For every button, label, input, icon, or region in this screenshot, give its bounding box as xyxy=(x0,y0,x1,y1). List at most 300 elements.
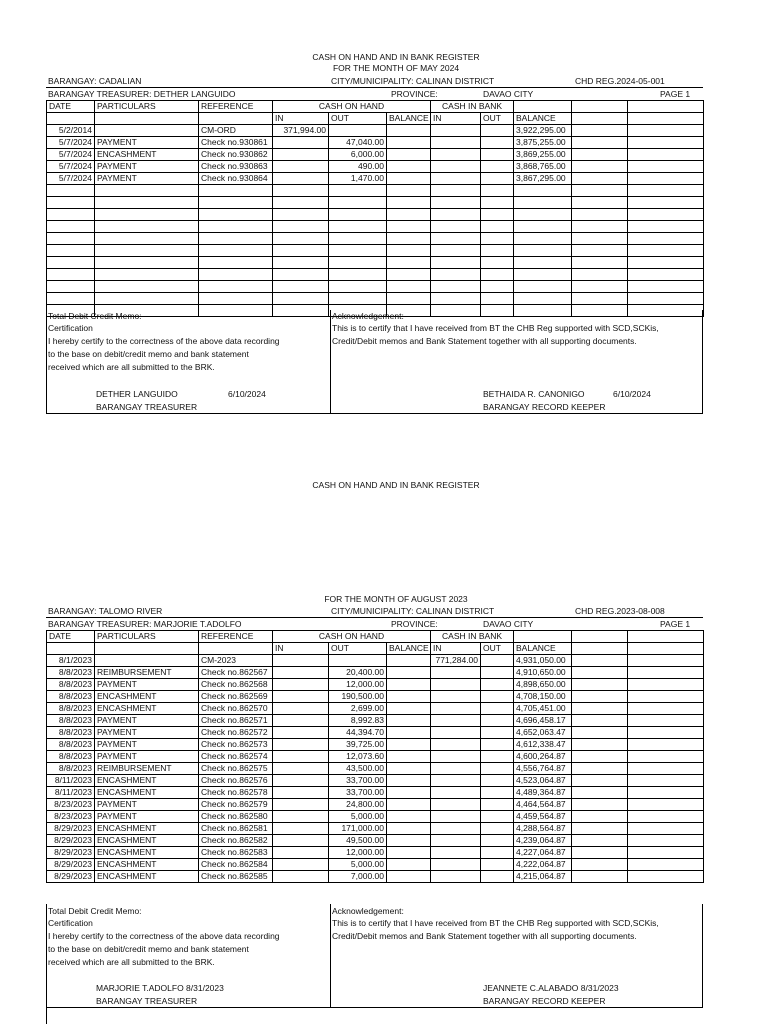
col-in: IN xyxy=(273,643,329,655)
cash-balance-cell xyxy=(387,161,431,173)
empty-cell xyxy=(628,293,704,305)
empty-row xyxy=(47,269,704,281)
date-cell: 5/7/2024 xyxy=(47,161,95,173)
empty-cell xyxy=(199,197,273,209)
reference-cell: Check no.862580 xyxy=(199,811,273,823)
bank-out-cell xyxy=(481,763,514,775)
ack-line-2: Credit/Debit memos and Bank Statement together with all supporting documents. xyxy=(332,336,637,346)
empty-cell xyxy=(481,305,514,317)
empty-cell xyxy=(572,233,628,245)
empty-cell xyxy=(387,281,431,293)
bank-out-cell xyxy=(481,775,514,787)
empty-row xyxy=(47,221,704,233)
cash-out-cell: 12,073.60 xyxy=(329,751,387,763)
empty-cell xyxy=(47,269,95,281)
bank-out-cell xyxy=(481,727,514,739)
bank-balance-cell: 4,227,064.87 xyxy=(514,847,572,859)
cash-out-cell: 171,000.00 xyxy=(329,823,387,835)
empty-cell xyxy=(572,185,628,197)
table-row xyxy=(47,125,704,137)
table-row xyxy=(47,149,704,161)
col-reference: REFERENCE xyxy=(199,631,273,643)
bank-out-cell xyxy=(481,859,514,871)
empty-cell xyxy=(95,293,199,305)
col-bank-out: OUT xyxy=(481,113,514,125)
province-label: PROVINCE: xyxy=(391,619,438,629)
empty-cell xyxy=(481,209,514,221)
cash-in-cell xyxy=(273,715,329,727)
empty-cell xyxy=(572,835,628,847)
cash-balance-cell xyxy=(387,655,431,667)
empty-cell xyxy=(329,269,387,281)
empty-cell xyxy=(572,209,628,221)
particulars-cell: ENCASHMENT xyxy=(95,859,199,871)
bank-out-cell xyxy=(481,655,514,667)
empty-cell xyxy=(572,799,628,811)
bank-out-cell xyxy=(481,799,514,811)
bank-in-cell xyxy=(431,871,481,883)
empty-cell xyxy=(628,691,704,703)
cash-out-cell: 47,040.00 xyxy=(329,137,387,149)
reference-cell: Check no.862581 xyxy=(199,823,273,835)
bank-out-cell xyxy=(481,751,514,763)
subheader-row xyxy=(47,113,704,125)
particulars-cell: ENCASHMENT xyxy=(95,823,199,835)
empty-cell xyxy=(572,257,628,269)
empty-cell xyxy=(431,293,481,305)
empty-cell xyxy=(329,209,387,221)
certification-title: Certification xyxy=(48,323,93,333)
bank-balance-cell: 3,867,295.00 xyxy=(514,173,572,185)
empty-cell xyxy=(572,679,628,691)
reference-cell: Check no.862576 xyxy=(199,775,273,787)
cash-out-cell: 12,000.00 xyxy=(329,679,387,691)
empty-cell xyxy=(329,197,387,209)
empty-cell xyxy=(514,197,572,209)
empty-cell xyxy=(572,655,628,667)
cash-out-cell: 43,500.00 xyxy=(329,763,387,775)
empty-cell xyxy=(273,197,329,209)
col-bank-in: IN xyxy=(431,643,481,655)
empty-cell xyxy=(95,221,199,233)
bank-balance-cell: 3,869,255.00 xyxy=(514,149,572,161)
cash-out-cell: 190,500.00 xyxy=(329,691,387,703)
cash-balance-cell xyxy=(387,727,431,739)
date-cell: 8/8/2023 xyxy=(47,763,95,775)
cash-balance-cell xyxy=(387,715,431,727)
empty-cell xyxy=(628,173,704,185)
empty-cell xyxy=(273,245,329,257)
cash-balance-cell xyxy=(387,811,431,823)
bank-in-cell xyxy=(431,137,481,149)
bank-out-cell xyxy=(481,137,514,149)
cash-balance-cell xyxy=(387,835,431,847)
cert-line-3: received which are all submitted to the BRK. xyxy=(48,957,215,967)
col-particulars: PARTICULARS xyxy=(95,631,199,643)
empty-cell xyxy=(47,209,95,221)
bank-out-cell xyxy=(481,823,514,835)
cash-balance-cell xyxy=(387,751,431,763)
particulars-cell: ENCASHMENT xyxy=(95,835,199,847)
cert-line-2: to the base on debit/credit memo and bank statement xyxy=(48,349,249,359)
cash-in-cell xyxy=(273,847,329,859)
bank-balance-cell: 4,696,458.17 xyxy=(514,715,572,727)
table-row xyxy=(47,835,704,847)
reference-cell: Check no.862578 xyxy=(199,787,273,799)
bank-in-cell xyxy=(431,763,481,775)
reference-cell: Check no.930864 xyxy=(199,173,273,185)
cash-balance-cell xyxy=(387,149,431,161)
empty-cell xyxy=(199,269,273,281)
empty-cell xyxy=(628,197,704,209)
reference-cell: Check no.862575 xyxy=(199,763,273,775)
treasurer-title: BARANGAY TREASURER xyxy=(96,996,198,1006)
empty-cell xyxy=(572,245,628,257)
reference-cell: Check no.930862 xyxy=(199,149,273,161)
reference-cell: Check no.862582 xyxy=(199,835,273,847)
empty-cell xyxy=(431,209,481,221)
empty-cell xyxy=(273,281,329,293)
empty-cell xyxy=(481,185,514,197)
barangay-label: BARANGAY: CADALIAN xyxy=(48,76,142,86)
reference-cell: Check no.862579 xyxy=(199,799,273,811)
empty-cell xyxy=(481,245,514,257)
empty-cell xyxy=(273,233,329,245)
cash-in-cell xyxy=(273,775,329,787)
empty-cell xyxy=(387,209,431,221)
empty-cell xyxy=(431,245,481,257)
cash-balance-cell xyxy=(387,823,431,835)
col-cash-in-bank: CASH IN BANK xyxy=(431,101,514,113)
bank-in-cell xyxy=(431,149,481,161)
empty-cell xyxy=(572,703,628,715)
bank-balance-cell: 4,222,064.87 xyxy=(514,859,572,871)
province-label: PROVINCE: xyxy=(391,89,438,99)
empty-cell xyxy=(95,245,199,257)
empty-cell xyxy=(431,281,481,293)
keeper-title: BARANGAY RECORD KEEPER xyxy=(483,402,606,412)
empty-cell xyxy=(199,245,273,257)
particulars-cell: PAYMENT xyxy=(95,727,199,739)
date-cell: 8/8/2023 xyxy=(47,715,95,727)
table-row xyxy=(47,775,704,787)
empty-cell xyxy=(628,835,704,847)
bank-in-cell xyxy=(431,727,481,739)
empty-cell xyxy=(572,847,628,859)
city-label: CITY/MUNICIPALITY: CALINAN DISTRICT xyxy=(331,606,495,616)
bank-out-cell xyxy=(481,835,514,847)
bank-in-cell xyxy=(431,751,481,763)
cash-out-cell: 6,000.00 xyxy=(329,149,387,161)
table-row xyxy=(47,787,704,799)
bank-out-cell xyxy=(481,679,514,691)
empty-cell xyxy=(572,305,628,317)
date-cell: 8/29/2023 xyxy=(47,847,95,859)
table-row xyxy=(47,811,704,823)
bank-balance-cell: 3,922,295.00 xyxy=(514,125,572,137)
register-2-month: FOR THE MONTH OF AUGUST 2023 xyxy=(324,594,468,604)
bank-balance-cell: 4,612,338.47 xyxy=(514,739,572,751)
table-row xyxy=(47,691,704,703)
empty-cell xyxy=(514,233,572,245)
particulars-cell: ENCASHMENT xyxy=(95,787,199,799)
col-bank-in: IN xyxy=(431,113,481,125)
reference-cell: Check no.930863 xyxy=(199,161,273,173)
reference-cell: CM-2023 xyxy=(199,655,273,667)
keeper-name: BETHAIDA R. CANONIGO xyxy=(483,389,585,399)
reference-cell: Check no.862574 xyxy=(199,751,273,763)
reference-cell: CM-ORD xyxy=(199,125,273,137)
empty-row xyxy=(47,209,704,221)
empty-cell xyxy=(628,823,704,835)
empty-cell xyxy=(273,221,329,233)
table-row xyxy=(47,703,704,715)
table-row xyxy=(47,137,704,149)
cash-balance-cell xyxy=(387,667,431,679)
date-cell: 8/8/2023 xyxy=(47,751,95,763)
empty-cell xyxy=(387,245,431,257)
page-number: PAGE 1 xyxy=(660,619,691,629)
bank-in-cell: 771,284.00 xyxy=(431,655,481,667)
bank-out-cell xyxy=(481,871,514,883)
empty-cell xyxy=(628,715,704,727)
empty-cell xyxy=(481,281,514,293)
treasurer-signature: MARJORIE T.ADOLFO 8/31/2023 xyxy=(96,983,224,993)
empty-cell xyxy=(431,221,481,233)
reference-cell: Check no.862583 xyxy=(199,847,273,859)
empty-cell xyxy=(628,727,704,739)
empty-cell xyxy=(273,293,329,305)
table-row xyxy=(47,679,704,691)
reference-cell: Check no.930861 xyxy=(199,137,273,149)
empty-cell xyxy=(431,305,481,317)
treasurer-line: BARANGAY TREASURER: DETHER LANGUIDO xyxy=(48,89,236,99)
cash-balance-cell xyxy=(387,859,431,871)
empty-cell xyxy=(628,799,704,811)
empty-cell xyxy=(572,811,628,823)
empty-cell xyxy=(572,787,628,799)
bank-in-cell xyxy=(431,847,481,859)
empty-row xyxy=(47,257,704,269)
empty-cell xyxy=(47,185,95,197)
bank-in-cell xyxy=(431,799,481,811)
empty-cell xyxy=(628,125,704,137)
bank-out-cell xyxy=(481,125,514,137)
empty-cell xyxy=(329,233,387,245)
ack-line-2: Credit/Debit memos and Bank Statement together with all supporting documents. xyxy=(332,931,637,941)
empty-cell xyxy=(514,269,572,281)
bank-balance-cell: 4,931,050.00 xyxy=(514,655,572,667)
particulars-cell: PAYMENT xyxy=(95,799,199,811)
reference-cell: Check no.862573 xyxy=(199,739,273,751)
empty-cell xyxy=(47,233,95,245)
cash-out-cell: 5,000.00 xyxy=(329,859,387,871)
empty-cell xyxy=(273,185,329,197)
reference-cell: Check no.862567 xyxy=(199,667,273,679)
register-1-month: FOR THE MONTH OF MAY 2024 xyxy=(332,63,460,73)
date-cell: 8/29/2023 xyxy=(47,871,95,883)
empty-cell xyxy=(628,137,704,149)
barangay-label: BARANGAY: TALOMO RIVER xyxy=(48,606,163,616)
cash-out-cell: 39,725.00 xyxy=(329,739,387,751)
cash-balance-cell xyxy=(387,775,431,787)
empty-cell xyxy=(628,281,704,293)
col-bank-balance: BALANCE xyxy=(514,113,572,125)
particulars-cell xyxy=(95,125,199,137)
table-row xyxy=(47,763,704,775)
col-out: OUT xyxy=(329,113,387,125)
bank-out-cell xyxy=(481,811,514,823)
bank-out-cell xyxy=(481,703,514,715)
cash-in-cell xyxy=(273,137,329,149)
header-row xyxy=(47,101,704,113)
register-1-title: CASH ON HAND AND IN BANK REGISTER xyxy=(312,52,480,62)
cash-in-cell xyxy=(273,751,329,763)
empty-cell xyxy=(431,185,481,197)
particulars-cell: PAYMENT xyxy=(95,811,199,823)
cash-balance-cell xyxy=(387,799,431,811)
empty-cell xyxy=(329,281,387,293)
empty-row xyxy=(47,293,704,305)
cash-in-cell xyxy=(273,173,329,185)
treasurer-title: BARANGAY TREASURER xyxy=(96,402,198,412)
empty-cell xyxy=(628,787,704,799)
reference-cell: Check no.862570 xyxy=(199,703,273,715)
empty-cell xyxy=(572,137,628,149)
empty-cell xyxy=(481,293,514,305)
empty-cell xyxy=(628,667,704,679)
cash-in-cell xyxy=(273,655,329,667)
empty-cell xyxy=(199,221,273,233)
keeper-signature: JEANNETE C.ALABADO 8/31/2023 xyxy=(483,983,619,993)
empty-cell xyxy=(481,197,514,209)
empty-cell xyxy=(628,221,704,233)
table-row xyxy=(47,667,704,679)
bank-in-cell xyxy=(431,859,481,871)
bank-out-cell xyxy=(481,691,514,703)
register-2-table xyxy=(46,630,704,883)
empty-cell xyxy=(572,197,628,209)
empty-cell xyxy=(47,293,95,305)
empty-cell xyxy=(572,727,628,739)
cash-out-cell: 44,394.70 xyxy=(329,727,387,739)
empty-cell xyxy=(387,197,431,209)
cash-out-cell: 8,992.83 xyxy=(329,715,387,727)
cash-in-cell xyxy=(273,727,329,739)
reference-cell: Check no.862571 xyxy=(199,715,273,727)
date-cell: 8/11/2023 xyxy=(47,787,95,799)
empty-cell xyxy=(199,281,273,293)
cash-in-cell xyxy=(273,679,329,691)
bank-out-cell xyxy=(481,715,514,727)
empty-cell xyxy=(572,221,628,233)
col-particulars: PARTICULARS xyxy=(95,101,199,113)
cash-out-cell: 2,699.00 xyxy=(329,703,387,715)
table-row xyxy=(47,655,704,667)
empty-cell xyxy=(47,281,95,293)
col-cash-on-hand: CASH ON HAND xyxy=(273,101,431,113)
empty-cell xyxy=(431,197,481,209)
cash-in-cell xyxy=(273,823,329,835)
empty-row xyxy=(47,281,704,293)
empty-cell xyxy=(628,245,704,257)
cash-balance-cell xyxy=(387,763,431,775)
keeper-date: 6/10/2024 xyxy=(613,389,651,399)
bank-in-cell xyxy=(431,835,481,847)
bank-balance-cell: 4,288,564.87 xyxy=(514,823,572,835)
empty-cell xyxy=(628,233,704,245)
empty-cell xyxy=(431,233,481,245)
empty-cell xyxy=(387,293,431,305)
register-2-title: CASH ON HAND AND IN BANK REGISTER xyxy=(312,480,480,490)
particulars-cell: ENCASHMENT xyxy=(95,847,199,859)
col-balance: BALANCE xyxy=(387,643,431,655)
table-row xyxy=(47,847,704,859)
empty-row xyxy=(47,245,704,257)
bank-in-cell xyxy=(431,173,481,185)
particulars-cell: PAYMENT xyxy=(95,137,199,149)
empty-cell xyxy=(47,245,95,257)
empty-cell xyxy=(387,185,431,197)
empty-cell xyxy=(95,257,199,269)
cash-balance-cell xyxy=(387,125,431,137)
cash-out-cell: 33,700.00 xyxy=(329,787,387,799)
cash-balance-cell xyxy=(387,137,431,149)
register-1-table xyxy=(46,100,704,317)
particulars-cell: PAYMENT xyxy=(95,679,199,691)
treasurer-name: DETHER LANGUIDO xyxy=(96,389,178,399)
empty-cell xyxy=(628,847,704,859)
cash-balance-cell xyxy=(387,847,431,859)
table-row xyxy=(47,823,704,835)
empty-cell xyxy=(481,257,514,269)
empty-cell xyxy=(572,281,628,293)
empty-cell xyxy=(273,257,329,269)
empty-cell xyxy=(514,293,572,305)
empty-cell xyxy=(572,859,628,871)
bank-in-cell xyxy=(431,703,481,715)
empty-cell xyxy=(628,871,704,883)
keeper-title: BARANGAY RECORD KEEPER xyxy=(483,996,606,1006)
cert-line-1: I hereby certify to the correctness of the above data recording xyxy=(48,336,280,346)
bank-balance-cell: 4,652,063.47 xyxy=(514,727,572,739)
empty-cell xyxy=(199,257,273,269)
cash-out-cell: 490.00 xyxy=(329,161,387,173)
empty-cell xyxy=(481,233,514,245)
bank-out-cell xyxy=(481,787,514,799)
cash-balance-cell xyxy=(387,871,431,883)
empty-cell xyxy=(329,245,387,257)
empty-cell xyxy=(329,185,387,197)
bank-balance-cell: 4,600,264.87 xyxy=(514,751,572,763)
cash-balance-cell xyxy=(387,691,431,703)
cash-out-cell: 1,470.00 xyxy=(329,173,387,185)
cash-out-cell: 20,400.00 xyxy=(329,667,387,679)
empty-cell xyxy=(628,269,704,281)
bank-in-cell xyxy=(431,775,481,787)
empty-cell xyxy=(572,149,628,161)
empty-cell xyxy=(431,257,481,269)
empty-cell xyxy=(628,703,704,715)
empty-row xyxy=(47,197,704,209)
reg-number: CHD REG.2023-08-008 xyxy=(575,606,665,616)
date-cell: 8/29/2023 xyxy=(47,859,95,871)
page-number: PAGE 1 xyxy=(660,89,691,99)
empty-cell xyxy=(95,281,199,293)
date-cell: 5/7/2024 xyxy=(47,173,95,185)
particulars-cell xyxy=(95,655,199,667)
cash-in-cell xyxy=(273,811,329,823)
